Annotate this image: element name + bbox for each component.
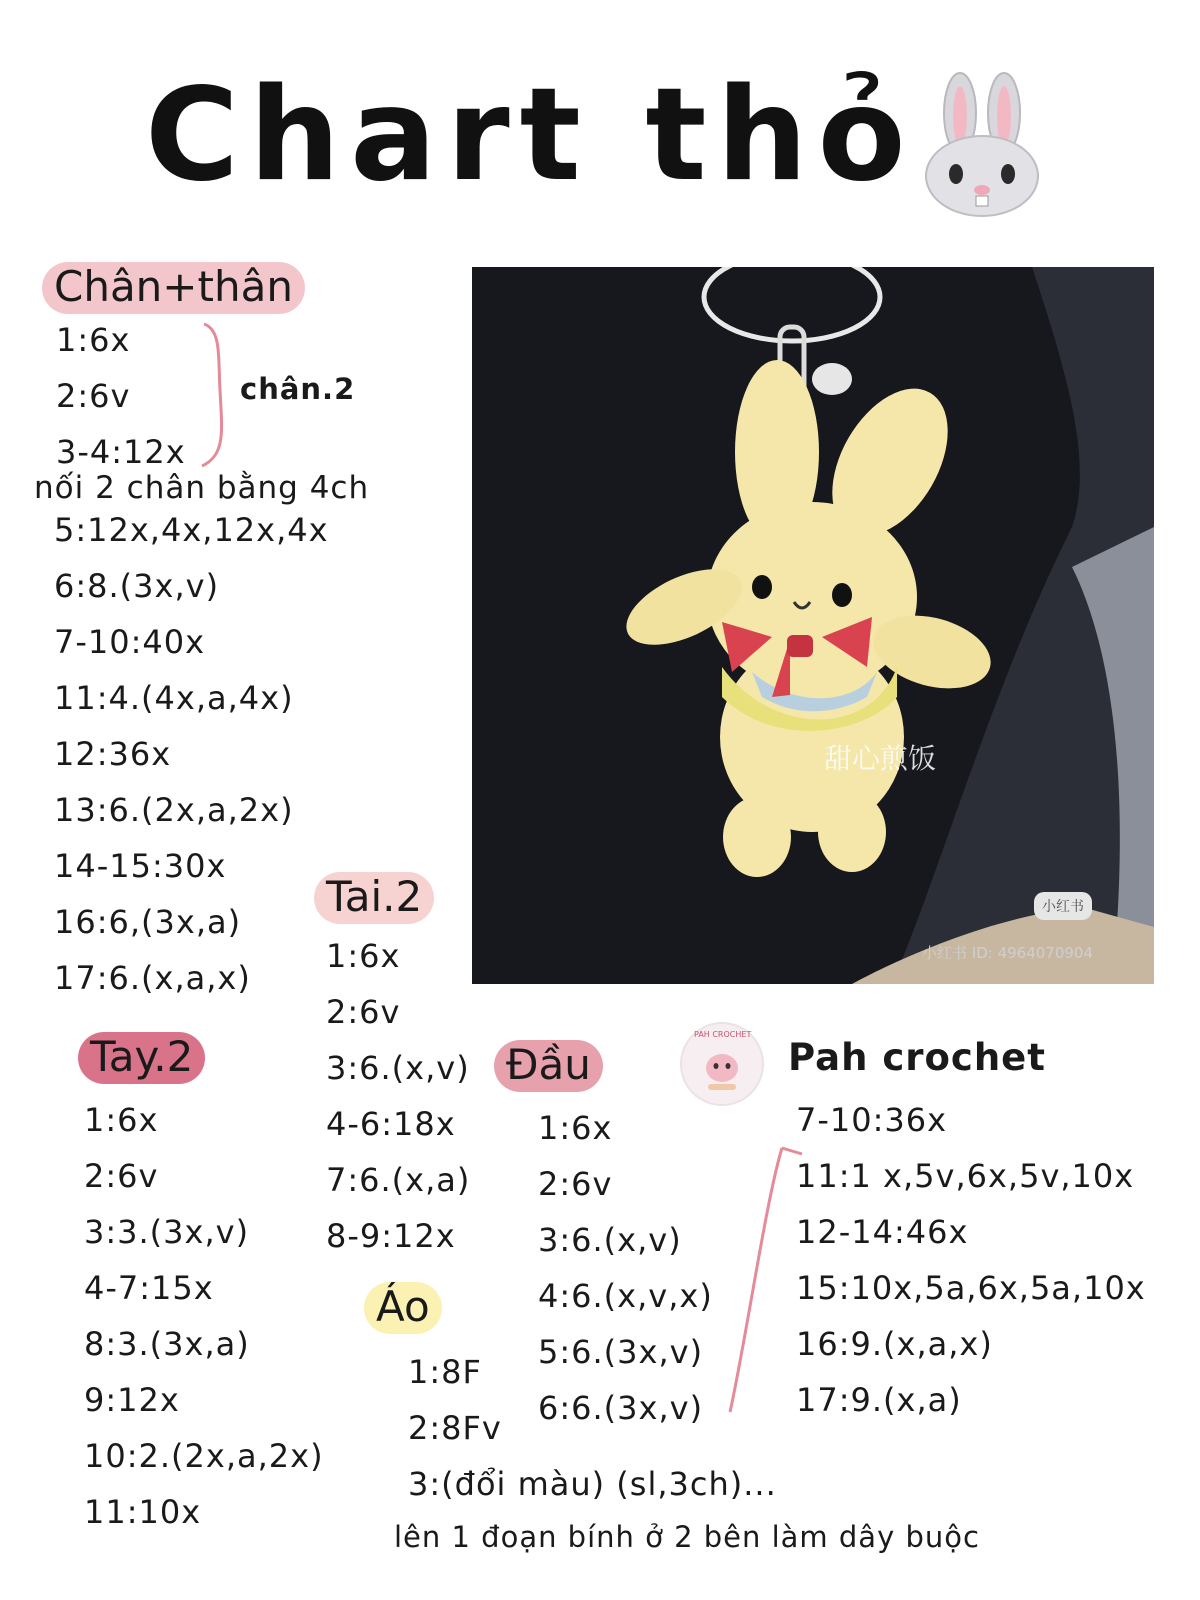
body-rows bbox=[54, 502, 329, 1006]
list-item: 3:3.(3x,v) bbox=[84, 1213, 250, 1251]
photo-watermark-badge: 小红书 bbox=[1034, 892, 1092, 920]
photo-watermark-id: 小红书 ID: 4964070904 bbox=[922, 944, 1093, 962]
list-item: 17:9.(x,a) bbox=[796, 1381, 962, 1419]
list-item: 2:6v bbox=[84, 1157, 159, 1195]
list-item: 6:8.(3x,v) bbox=[54, 567, 220, 605]
list-item: 3-4:12x bbox=[56, 433, 186, 471]
join-note: nối 2 chân bằng 4ch bbox=[34, 470, 370, 506]
list-item: 12-14:46x bbox=[796, 1213, 969, 1251]
tay-rows bbox=[84, 1092, 324, 1540]
list-item: 7-10:36x bbox=[796, 1101, 948, 1139]
bunny-keychain-image bbox=[472, 267, 1154, 984]
page-title: Chart thỏ bbox=[145, 61, 916, 210]
list-item: 11:1 x,5v,6x,5v,10x bbox=[796, 1157, 1135, 1195]
list-item: 12:36x bbox=[54, 735, 172, 773]
leg-note: chân.2 bbox=[240, 372, 356, 406]
list-item: 14-15:30x bbox=[54, 847, 227, 885]
dau-continued-rows bbox=[796, 1092, 1146, 1428]
ao-rows bbox=[408, 1344, 777, 1512]
photo-watermark: 甜心煎饭 bbox=[824, 742, 937, 775]
list-item: 16:6,(3x,a) bbox=[54, 903, 242, 941]
section-heading-dau: Đầu bbox=[494, 1040, 603, 1092]
leg-rows bbox=[56, 312, 186, 480]
ao-footer-note: lên 1 đoạn bính ở 2 bên làm dây buộc bbox=[394, 1520, 980, 1554]
list-item: 8-9:12x bbox=[326, 1217, 456, 1255]
logo-text: PAH CROCHET bbox=[694, 1030, 752, 1039]
list-item: 4:6.(x,v,x) bbox=[538, 1277, 713, 1315]
list-item: 4-6:18x bbox=[326, 1105, 456, 1143]
list-item: 10:2.(2x,a,2x) bbox=[84, 1437, 324, 1475]
list-item: 11:4.(4x,a,4x) bbox=[54, 679, 294, 717]
section-tay bbox=[78, 1032, 205, 1084]
list-item: 2:8Fv bbox=[408, 1409, 502, 1447]
list-item: 6:6.(3x,v) bbox=[538, 1389, 704, 1427]
section-tai bbox=[314, 872, 434, 924]
tai-rows bbox=[326, 928, 470, 1264]
section-heading-chan-than: Chân+thân bbox=[42, 262, 305, 314]
list-item: 3:6.(x,v) bbox=[538, 1221, 682, 1259]
list-item: 1:6x bbox=[538, 1109, 613, 1147]
list-item: 15:10x,5a,6x,5a,10x bbox=[796, 1269, 1146, 1307]
section-chan-than bbox=[42, 262, 305, 314]
list-item: 13:6.(2x,a,2x) bbox=[54, 791, 294, 829]
list-item: 11:10x bbox=[84, 1493, 202, 1531]
list-item: 2:6v bbox=[56, 377, 131, 415]
list-item: 1:8F bbox=[408, 1353, 482, 1391]
list-item: 5:6.(3x,v) bbox=[538, 1333, 704, 1371]
list-item: 1:6x bbox=[56, 321, 131, 359]
list-item: 4-7:15x bbox=[84, 1269, 214, 1307]
list-item: 16:9.(x,a,x) bbox=[796, 1325, 993, 1363]
list-item: 9:12x bbox=[84, 1381, 180, 1419]
list-item: 3:(đổi màu) (sl,3ch)... bbox=[408, 1465, 777, 1503]
section-ao bbox=[364, 1282, 442, 1334]
rabbit-face-icon bbox=[918, 68, 1046, 218]
section-heading-tai: Tai.2 bbox=[314, 872, 434, 924]
list-item: 1:6x bbox=[84, 1101, 159, 1139]
list-item: 7-10:40x bbox=[54, 623, 206, 661]
section-heading-tay: Tay.2 bbox=[78, 1032, 205, 1084]
list-item: 7:6.(x,a) bbox=[326, 1161, 471, 1199]
product-photo bbox=[472, 267, 1154, 984]
bracket-icon bbox=[196, 320, 236, 470]
credit-name: Pah crochet bbox=[788, 1036, 1046, 1079]
list-item: 3:6.(x,v) bbox=[326, 1049, 470, 1087]
list-item: 1:6x bbox=[326, 937, 401, 975]
pah-crochet-logo bbox=[680, 1022, 764, 1106]
list-item: 2:6v bbox=[538, 1165, 613, 1203]
list-item: 2:6v bbox=[326, 993, 401, 1031]
section-dau bbox=[494, 1040, 603, 1092]
list-item: 5:12x,4x,12x,4x bbox=[54, 511, 329, 549]
list-item: 8:3.(3x,a) bbox=[84, 1325, 250, 1363]
section-heading-ao: Áo bbox=[364, 1282, 442, 1334]
list-item: 17:6.(x,a,x) bbox=[54, 959, 251, 997]
